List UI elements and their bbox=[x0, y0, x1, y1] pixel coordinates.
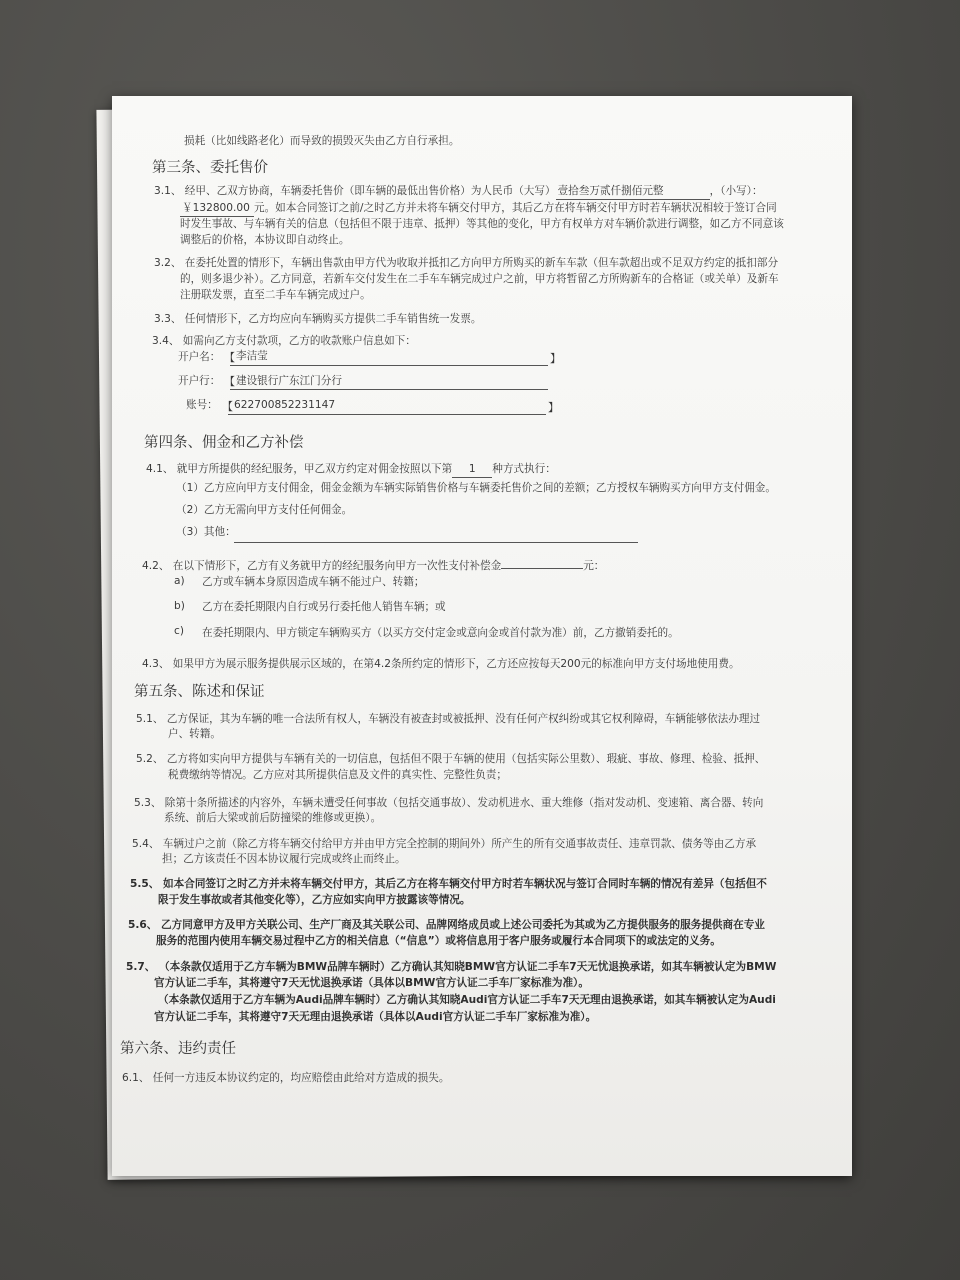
commission-option-choice: 1 bbox=[452, 462, 492, 478]
clause-4-2-text-a: 4.2、 在以下情形下，乙方有义务就甲方的经纪服务向甲方一次性支付补偿金 bbox=[142, 560, 502, 572]
account-no-label: 账号： bbox=[186, 399, 218, 411]
clause-3-1-line-3: 时发生事故、与车辆有关的信息（包括但不限于违章、抵押）等其他的变化，甲方有权单方对车辆价款进行调整，如乙方不同意该 bbox=[180, 218, 784, 230]
clause-5-7-line-4: 官方认证二手车，其将遵守7天无理由退换承诺（具体以Audi官方认证二手车厂家标准为准）。 bbox=[154, 1011, 597, 1023]
clause-3-2-line-3: 注册联发票，直至二手车车辆完成过户。 bbox=[180, 289, 371, 301]
section-5-heading: 第五条、陈述和保证 bbox=[134, 684, 265, 700]
clause-5-6-line-1: 5.6、 乙方同意甲方及甲方关联公司、生产厂商及其关联公司、品牌网络成员或上述公司委托为其或为乙方提供服务的服务提供商在专业 bbox=[128, 919, 765, 931]
item-a-text: 乙方或车辆本身原因造成车辆不能过户、转籍； bbox=[202, 576, 425, 588]
clause-5-4-line-1: 5.4、 车辆过户之前（除乙方将车辆交付给甲方并由甲方完全控制的期间外）所产生的所有交通事故责任、违章罚款、债务等由乙方承 bbox=[132, 838, 757, 850]
compensation-blank bbox=[501, 568, 583, 569]
clause-4-1-text-a: 4.1、 就甲方所提供的经纪服务，甲乙双方约定对佣金按照以下第 bbox=[146, 463, 453, 475]
clause-5-1-line-2: 户、转籍。 bbox=[168, 728, 221, 740]
clause-5-2-line-1: 5.2、 乙方将如实向甲方提供与车辆有关的一切信息，包括但不限于车辆的使用（包括实际公里数）、瑕疵、事故、修理、检验、抵押、 bbox=[136, 753, 766, 765]
clause-5-4-line-2: 担；乙方该责任不因本协议履行完成或终止而终止。 bbox=[162, 853, 406, 865]
section-4-heading: 第四条、佣金和乙方补偿 bbox=[144, 435, 304, 451]
bank-underline bbox=[230, 389, 548, 390]
clause-3-1-line-2 bbox=[180, 201, 777, 217]
clause-5-3-line-2: 系统、前后大梁或前后防撞梁的维修或更换）。 bbox=[164, 812, 382, 824]
contract-page bbox=[112, 96, 852, 1176]
account-no-underline bbox=[228, 414, 546, 415]
account-name-bracket-open: 【 bbox=[224, 351, 235, 364]
clause-5-7-line-1: 5.7、 （本条款仅适用于乙方车辆为BMW品牌车辆时）乙方确认其知晓BMW官方认证二手车7天无忧退换承诺，如其车辆被认定为BMW bbox=[126, 961, 777, 973]
commission-option-3: （3）其他： bbox=[176, 526, 236, 538]
bank-label: 开户行： bbox=[178, 375, 221, 387]
item-b-label: b) bbox=[174, 600, 185, 612]
account-name-bracket-close: 】 bbox=[550, 352, 561, 365]
commission-option-2: （2）乙方无需向甲方支付任何佣金。 bbox=[176, 504, 353, 516]
clause-5-7-line-3: （本条款仅适用于乙方车辆为Audi品牌车辆时）乙方确认其知晓Audi官方认证二手车7天无理由退换承诺，如其车辆被认定为Audi bbox=[158, 994, 776, 1006]
account-no-bracket-open: 【 bbox=[222, 400, 233, 413]
amount-in-words: 壹拾叁万贰仟捌佰元整 bbox=[556, 184, 710, 200]
clause-3-1-text-a: 3.1、 经甲、乙双方协商，车辆委托售价（即车辆的最低出售价格）为人民币（大写） bbox=[154, 185, 556, 197]
clause-3-1-text-b: ，（小写）： bbox=[709, 185, 763, 197]
clause-5-5-line-2: 限于发生事故或者其他变化等），乙方应如实向甲方披露该等情况。 bbox=[158, 894, 471, 906]
account-no-value: 622700852231147 bbox=[234, 399, 336, 411]
clause-3-1-text-c: 元。如本合同签订之前/之时乙方并未将车辆交付甲方，其后乙方在将车辆交付甲方时若车辆状况相较于签订合同 bbox=[254, 202, 777, 214]
commission-option-3-blank bbox=[234, 542, 638, 543]
item-c-text: 在委托期限内、甲方锁定车辆购买方（以买方交付定金或意向金或首付款为准）前，乙方撤销委托的。 bbox=[202, 627, 679, 639]
clause-3-2-line-1: 3.2、 在委托处置的情形下，车辆出售款由甲方代为收取并抵扣乙方向甲方所购买的新车车款（但车款超出或不足双方约定的抵扣部分 bbox=[154, 257, 779, 269]
clause-3-4: 3.4、 如需向乙方支付款项，乙方的收款账户信息如下： bbox=[152, 335, 416, 347]
clause-5-3-line-1: 5.3、 除第十条所描述的内容外，车辆未遭受任何事故（包括交通事故）、发动机进水、重大维修（指对发动机、变速箱、离合器、转向 bbox=[134, 797, 764, 809]
clause-5-1-line-1: 5.1、 乙方保证，其为车辆的唯一合法所有权人，车辆没有被查封或被抵押、没有任何产权纠纷或其它权利障碍，车辆能够依法办理过 bbox=[136, 713, 761, 725]
clause-3-3: 3.3、 任何情形下，乙方均应向车辆购买方提供二手车销售统一发票。 bbox=[154, 313, 482, 325]
clause-5-7-line-2: 官方认证二手车，其将遵守7天无忧退换承诺（具体以BMW官方认证二手车厂家标准为准）。 bbox=[154, 977, 589, 989]
clause-3-1-line-4: 调整后的价格，本协议即自动终止。 bbox=[180, 234, 350, 246]
clause-5-2-line-2: 税费缴纳等情况。乙方应对其所提供信息及文件的真实性、完整性负责； bbox=[168, 769, 507, 781]
clause-4-3: 4.3、 如果甲方为展示服务提供展示区域的，在第4.2条所约定的情形下，乙方还应按每天200元的标准向甲方支付场地使用费。 bbox=[142, 658, 740, 670]
clause-5-6-line-2: 服务的范围内使用车辆交易过程中乙方的相关信息（“信息”）或将信息用于客户服务或履行本合同项下的或法定的义务。 bbox=[156, 935, 721, 947]
account-name-label: 开户名： bbox=[178, 351, 221, 363]
section-3-heading: 第三条、委托售价 bbox=[152, 160, 268, 176]
clause-3-2-line-2: 的，则多退少补）。乙方同意，若新车交付发生在二手车车辆完成过户之前，甲方将暂留乙方所购新车的合格证（或关单）及新车 bbox=[180, 273, 779, 285]
clause-4-2-text-b: 元： bbox=[583, 560, 605, 572]
clause-3-1-line-1 bbox=[154, 184, 763, 200]
top-continuation-line: 损耗（比如线路老化）而导致的损毁灭失由乙方自行承担。 bbox=[184, 135, 460, 147]
account-no-bracket-close: 】 bbox=[548, 401, 559, 414]
bank-value: 建设银行广东江门分行 bbox=[236, 375, 342, 387]
clause-4-2 bbox=[142, 559, 604, 574]
item-c-label: c) bbox=[174, 625, 184, 637]
clause-6-1: 6.1、 任何一方违反本协议约定的，均应赔偿由此给对方造成的损失。 bbox=[122, 1072, 450, 1084]
section-6-heading: 第六条、违约责任 bbox=[120, 1041, 236, 1057]
account-name-value: 李洁莹 bbox=[236, 350, 268, 362]
clause-4-1 bbox=[146, 462, 556, 478]
item-b-text: 乙方在委托期限内自行或另行委托他人销售车辆；或 bbox=[202, 601, 446, 613]
commission-option-1: （1）乙方应向甲方支付佣金，佣金金额为车辆实际销售价格与车辆委托售价之间的差额；乙方授权车辆购买方向甲方支付佣金。 bbox=[176, 482, 776, 494]
clause-4-1-text-b: 种方式执行： bbox=[492, 463, 556, 475]
account-name-underline bbox=[230, 365, 548, 366]
clause-5-5-line-1: 5.5、 如本合同签订之时乙方并未将车辆交付甲方，其后乙方在将车辆交付甲方时若车辆状况与签订合同时车辆的情况有差异（包括但不 bbox=[130, 878, 767, 890]
amount-in-figures: ￥132800.00 bbox=[180, 201, 254, 217]
bank-bracket-open: 【 bbox=[224, 375, 235, 388]
item-a-label: a) bbox=[174, 575, 185, 587]
